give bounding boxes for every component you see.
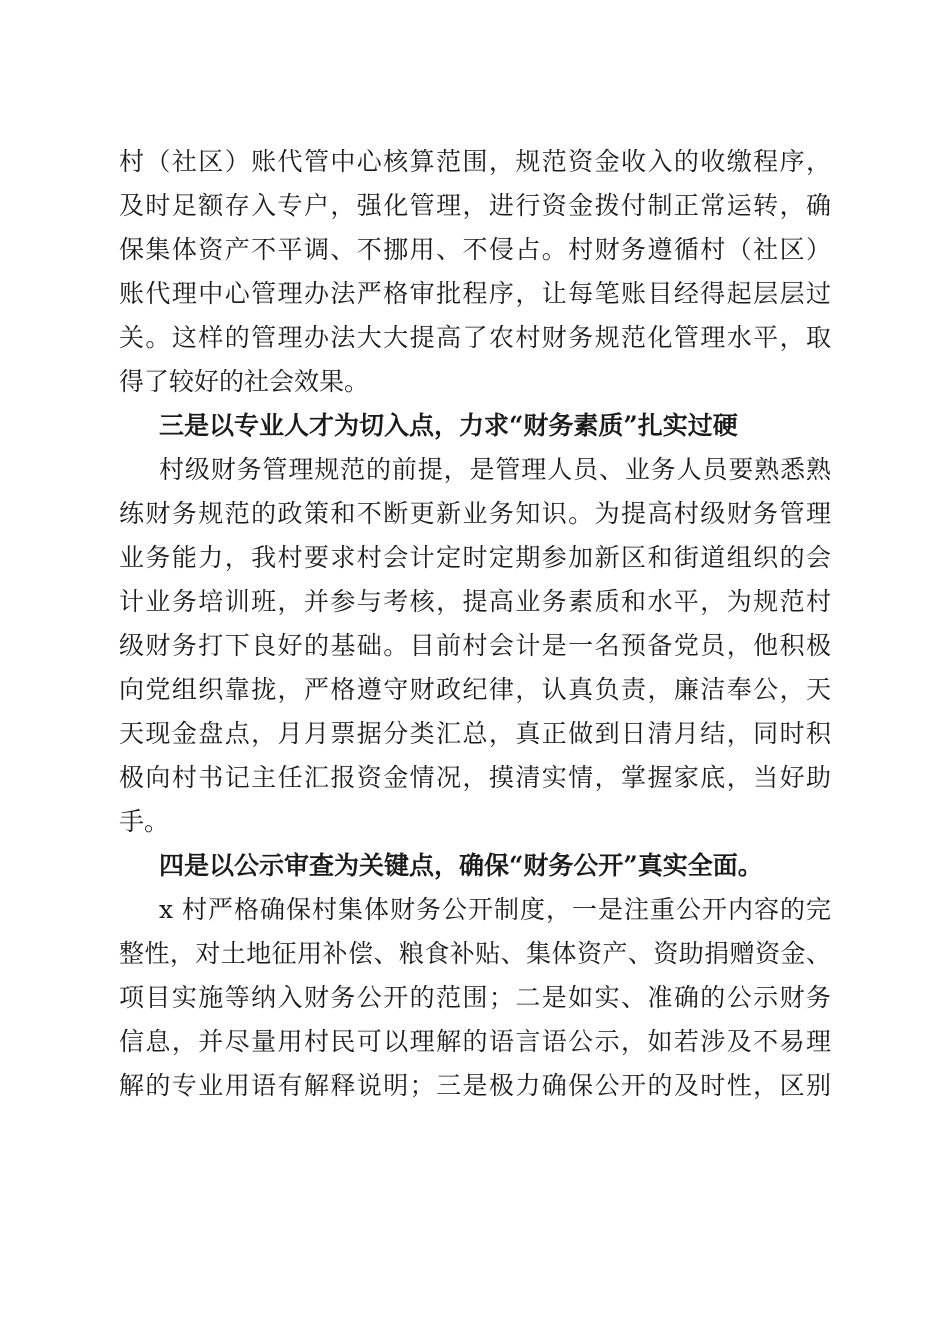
paragraph-line: 向党组织靠拢，严格遵守财政纪律，认真负责，廉洁奉公，天 <box>119 675 831 704</box>
paragraph-line: 天现金盘点，月月票据分类汇总，真正做到日清月结，同时积 <box>119 719 831 748</box>
paragraph-line: 级财务打下良好的基础。目前村会计是一名预备党员，他积极 <box>119 631 831 660</box>
section-heading: 三是以专业人才为切入点，力求“财务素质”扎实过硬 <box>159 411 738 440</box>
paragraph-line: 及时足额存入专户，强化管理，进行资金拨付制正常运转，确 <box>119 191 831 220</box>
paragraph-line: 得了较好的社会效果。 <box>119 367 370 396</box>
paragraph-line: 解的专业用语有解释说明；三是极力确保公开的及时性，区别 <box>119 1071 831 1100</box>
paragraph-line: 保集体资产不平调、不挪用、不侵占。村财务遵循村（社区） <box>119 235 831 264</box>
paragraph-line: 整性，对土地征用补偿、粮食补贴、集体资产、资助捐赠资金、 <box>119 939 831 968</box>
paragraph-line: 极向村书记主任汇报资金情况，摸清实情，掌握家底，当好助 <box>119 763 831 792</box>
paragraph-line: 村级财务管理规范的前提，是管理人员、业务人员要熟悉熟 <box>159 455 831 484</box>
paragraph-line: x 村严格确保村集体财务公开制度，一是注重公开内容的完 <box>159 895 831 924</box>
paragraph-line: 村（社区）账代管中心核算范围，规范资金收入的收缴程序， <box>119 147 831 176</box>
section-heading: 四是以公示审查为关键点，确保“财务公开”真实全面。 <box>159 851 763 880</box>
paragraph-line: 手。 <box>119 807 170 836</box>
paragraph-line: 业务能力，我村要求村会计定时定期参加新区和街道组织的会 <box>119 543 831 572</box>
paragraph-line: 计业务培训班，并参与考核，提高业务素质和水平，为规范村 <box>119 587 831 616</box>
document-body <box>119 140 831 1108</box>
paragraph-line: 信息，并尽量用村民可以理解的语言语公示，如若涉及不易理 <box>119 1027 831 1056</box>
paragraph-line: 练财务规范的政策和不断更新业务知识。为提高村级财务管理 <box>119 499 831 528</box>
paragraph-line: 项目实施等纳入财务公开的范围；二是如实、准确的公示财务 <box>119 983 831 1012</box>
paragraph-line: 账代理中心管理办法严格审批程序，让每笔账目经得起层层过 <box>119 279 831 308</box>
paragraph-line: 关。这样的管理办法大大提高了农村财务规范化管理水平，取 <box>119 323 831 352</box>
